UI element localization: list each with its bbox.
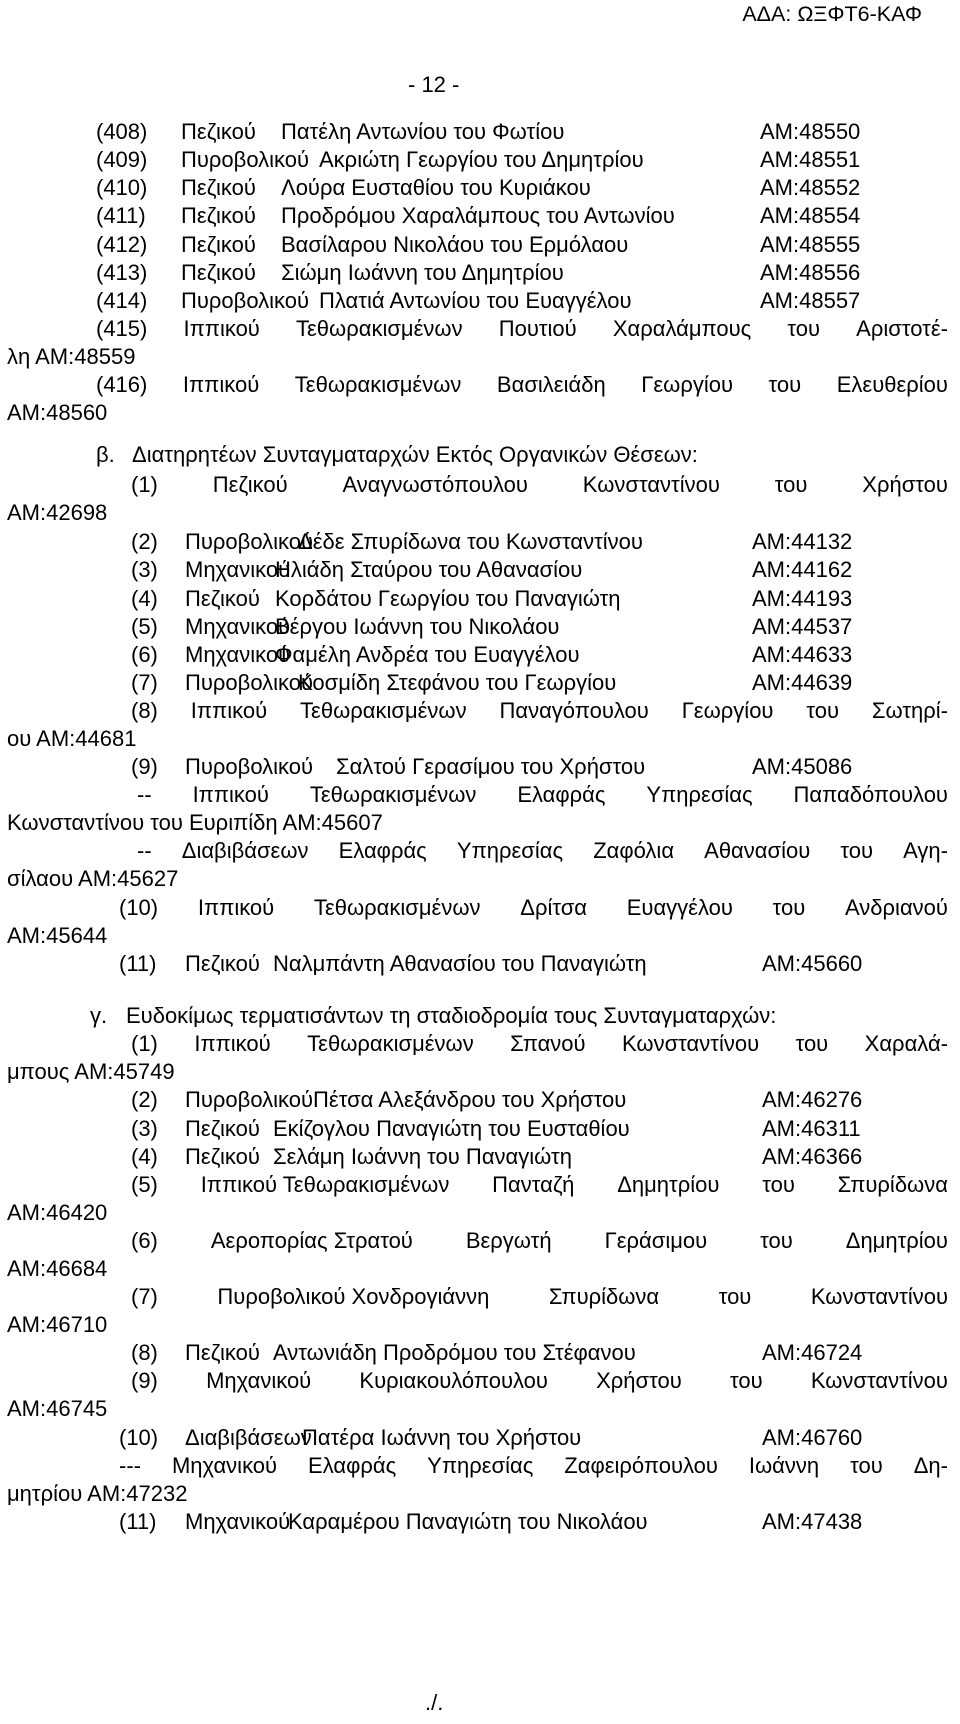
item-name: Καραμέρου Παναγιώτη του Νικολάου: [288, 1509, 648, 1534]
item-word: Μηχανικού: [171, 1453, 278, 1478]
item-word: Υπηρεσίας: [427, 1453, 534, 1478]
item-word: Αναγνωστόπουλου: [342, 472, 528, 497]
item-arm: Πυροβολικού: [185, 754, 314, 779]
item-name: Ναλμπάντη Αθανασίου του Παναγιώτη: [273, 951, 647, 976]
item-word: Ελευθερίου: [836, 372, 948, 397]
list-item: [0, 1114, 960, 1143]
item-am: ΑΜ:48556: [760, 260, 861, 285]
item-am: ΑΜ:44537: [752, 614, 853, 639]
list-item-wrapped: [137, 836, 948, 865]
item-word: Σπανού: [510, 1031, 586, 1056]
item-am: ΑΜ:48552: [760, 175, 861, 200]
item-word: Αγη-: [903, 838, 948, 863]
item-word: Τεθωρακισμένων: [300, 698, 467, 723]
item-name: Σελάμη Ιωάννη του Παναγιώτη: [273, 1144, 572, 1169]
item-am: ΑΜ:47438: [762, 1509, 863, 1534]
item-am: ΑΜ:46311: [762, 1116, 861, 1141]
item-arm: Πεζικού: [185, 1144, 260, 1169]
item-name: Πατέρα Ιωάννη του Χρήστου: [302, 1425, 582, 1450]
item-word: Ιππικού: [192, 782, 269, 807]
item-continuation: μπους ΑΜ:45749: [7, 1059, 175, 1084]
item-number: (9): [131, 754, 158, 779]
item-arm: Πυροβολικού: [181, 288, 310, 313]
item-word: Παναγόπουλου: [499, 698, 649, 723]
item-word: ---: [119, 1453, 141, 1478]
item-arm: Μηχανικού: [185, 642, 291, 667]
item-continuation: ΑΜ:46745: [7, 1396, 108, 1421]
item-word: Μηχανικού: [206, 1368, 312, 1393]
list-item: [0, 230, 960, 259]
section-title: Διατηρητέων Συνταγματαρχών Εκτός Οργανικών Θέσεων:: [132, 442, 698, 467]
list-item-wrapped: [137, 780, 948, 809]
item-name: Ακριώτη Γεωργίου του Δημητρίου: [319, 147, 644, 172]
item-word: του: [795, 1031, 829, 1056]
item-word: Πυροβολικού Χονδρογιάννη: [217, 1284, 490, 1309]
item-am: ΑΜ:44633: [752, 642, 853, 667]
item-number: (8): [131, 1340, 158, 1365]
list-item: [0, 1423, 960, 1452]
list-item: [0, 555, 960, 584]
list-item: [0, 949, 960, 978]
item-word: (416): [96, 372, 148, 397]
item-name: Φαμέλη Ανδρέα του Ευαγγέλου: [275, 642, 580, 667]
list-item: [0, 201, 960, 230]
item-word: Ελαφράς: [338, 838, 427, 863]
item-word: Πουτιού: [498, 316, 577, 341]
item-number: (3): [131, 1116, 158, 1141]
item-continuation: λη ΑΜ:48559: [7, 344, 136, 369]
item-arm: Πεζικού: [181, 260, 256, 285]
item-word: (9): [131, 1368, 158, 1393]
item-number: (4): [131, 586, 158, 611]
item-arm: Διαβιβάσεων: [185, 1425, 312, 1450]
item-word: --: [137, 838, 152, 863]
item-arm: Πεζικού: [185, 1340, 260, 1365]
item-word: Ιππικού Τεθωρακισμένων: [200, 1172, 450, 1197]
item-am: ΑΜ:45660: [762, 951, 863, 976]
item-am: ΑΜ:48554: [760, 203, 861, 228]
item-word: Κωνσταντίνου: [582, 472, 720, 497]
item-name: Εκίζογλου Παναγιώτη του Ευσταθίου: [273, 1116, 630, 1141]
item-number: (409): [96, 147, 148, 172]
item-arm: Μηχανικού: [185, 1509, 291, 1534]
item-arm: Πεζικού: [185, 951, 260, 976]
item-word: Χαραλά-: [864, 1031, 948, 1056]
item-word: Αεροπορίας Στρατού: [210, 1228, 413, 1253]
item-word: Υπηρεσίας: [646, 782, 753, 807]
item-number: (411): [96, 203, 146, 228]
item-name: Βασίλαρου Νικολάου του Ερμόλαου: [281, 232, 629, 257]
item-word: Ιππικού: [190, 698, 268, 723]
item-word: Κωνσταντίνου: [810, 1368, 948, 1393]
item-am: ΑΜ:48550: [760, 119, 861, 144]
item-word: (6): [131, 1228, 158, 1253]
item-name: Ηλιάδη Σταύρου του Αθανασίου: [275, 557, 583, 582]
item-arm: Πυροβολικού: [181, 147, 310, 172]
item-arm: Πεζικού: [181, 119, 256, 144]
item-arm: Πεζικού: [181, 175, 256, 200]
item-word: (8): [131, 698, 158, 723]
section-heading: [96, 440, 916, 469]
item-word: Δημητρίου: [845, 1228, 948, 1253]
continuation-mark: ./.: [425, 1690, 444, 1715]
item-word: Πανταζή: [492, 1172, 575, 1197]
item-word: Ιωάννη: [748, 1453, 820, 1478]
section-heading: [90, 1001, 916, 1030]
item-number: (5): [131, 614, 158, 639]
item-word: Τεθωρακισμένων: [307, 1031, 474, 1056]
item-word: Ιππικού: [197, 895, 275, 920]
list-item-wrapped: [131, 1366, 948, 1395]
item-arm: Πεζικού: [181, 232, 256, 257]
item-am: ΑΜ:45086: [752, 754, 853, 779]
list-item: [0, 584, 960, 613]
ada-code: ΑΔΑ: ΩΞΦΤ6-ΚΑΦ: [742, 2, 922, 26]
item-word: Τεθωρακισμένων: [313, 895, 481, 920]
item-arm: Μηχανικού: [185, 614, 291, 639]
item-word: Διαβιβάσεων: [181, 838, 309, 863]
item-name: Δέδε Σπυρίδωνα του Κωνσταντίνου: [298, 529, 643, 554]
item-number: (2): [131, 529, 158, 554]
item-am: ΑΜ:44132: [752, 529, 853, 554]
item-am: ΑΜ:48557: [760, 288, 861, 313]
item-word: Ευαγγέλου: [626, 895, 733, 920]
item-arm: Πεζικού: [185, 586, 260, 611]
list-item-wrapped: [131, 470, 948, 499]
item-word: (7): [131, 1284, 158, 1309]
item-name: Βέργου Ιωάννη του Νικολάου: [275, 614, 560, 639]
item-word: --: [137, 782, 152, 807]
item-word: του: [850, 1453, 883, 1478]
list-item-wrapped: [131, 1226, 948, 1255]
list-item: [0, 1142, 960, 1171]
item-word: του: [840, 838, 873, 863]
item-word: Ανδριανού: [845, 895, 948, 920]
item-word: του: [772, 895, 806, 920]
item-am: ΑΜ:44639: [752, 670, 853, 695]
item-number: (3): [131, 557, 158, 582]
list-item: [0, 640, 960, 669]
item-number: (4): [131, 1144, 158, 1169]
item-word: Ελαφράς: [308, 1453, 397, 1478]
item-word: Βεργωτή: [465, 1228, 552, 1253]
item-word: Ιππικού: [183, 316, 260, 341]
item-name: Αντωνιάδη Προδρόμου του Στέφανου: [273, 1340, 636, 1365]
item-word: Ιππικού: [182, 372, 260, 397]
section-title: Ευδοκίμως τερματισάντων τη σταδιοδρομία τους Συνταγματαρχών:: [126, 1003, 777, 1028]
item-continuation: σίλαου ΑΜ:45627: [7, 866, 179, 891]
item-continuation: ΑΜ:46684: [7, 1256, 108, 1281]
item-number: (2): [131, 1087, 158, 1112]
list-item-wrapped: [131, 1170, 948, 1199]
item-number: (11): [119, 1509, 157, 1534]
item-word: Ιππικού: [194, 1031, 271, 1056]
item-name: Πλατιά Αντωνίου του Ευαγγέλου: [319, 288, 632, 313]
item-arm: Πυροβολικού: [185, 529, 314, 554]
item-number: (410): [96, 175, 148, 200]
list-item: [0, 1507, 960, 1536]
item-am: ΑΜ:46760: [762, 1425, 863, 1450]
item-arm: Πεζικού: [181, 203, 256, 228]
list-item: [0, 117, 960, 146]
item-name: Προδρόμου Χαραλάμπους του Αντωνίου: [281, 203, 675, 228]
item-word: Σπυρίδωνα: [548, 1284, 660, 1309]
item-word: του: [774, 472, 808, 497]
item-am: ΑΜ:48551: [760, 147, 861, 172]
item-word: Αριστοτέ-: [856, 316, 948, 341]
item-number: (11): [119, 951, 157, 976]
item-word: Αθανασίου: [704, 838, 811, 863]
item-number: (7): [131, 670, 158, 695]
list-item-wrapped: [119, 893, 948, 922]
item-word: Σωτηρί-: [871, 698, 948, 723]
item-word: (1): [131, 472, 158, 497]
item-word: (415): [96, 316, 148, 341]
item-word: Γεράσιμου: [604, 1228, 708, 1253]
item-am: ΑΜ:44193: [752, 586, 853, 611]
item-am: ΑΜ:44162: [752, 557, 853, 582]
item-arm: Πεζικού: [185, 1116, 260, 1141]
item-word: (1): [131, 1031, 158, 1056]
item-continuation: Κωνσταντίνου του Ευριπίδη ΑΜ:45607: [7, 810, 383, 835]
item-word: Χαραλάμπους: [612, 316, 752, 341]
item-word: του: [760, 1228, 793, 1253]
item-word: Τεθωρακισμένων: [295, 316, 463, 341]
item-number: (408): [96, 119, 148, 144]
item-word: του: [762, 1172, 795, 1197]
item-name: Σαλτού Γερασίμου του Χρήστου: [336, 754, 646, 779]
item-word: Τεθωρακισμένων: [309, 782, 477, 807]
item-word: Δρίτσα: [520, 895, 588, 920]
item-name: Κοσμίδη Στεφάνου του Γεωργίου: [298, 670, 617, 695]
item-continuation: ου ΑΜ:44681: [7, 726, 137, 751]
item-name: Πέτσα Αλεξάνδρου του Χρήστου: [313, 1087, 627, 1112]
item-word: του: [768, 372, 802, 397]
item-name: Πατέλη Αντωνίου του Φωτίου: [281, 119, 565, 144]
list-item: [0, 1085, 960, 1114]
item-number: (10): [119, 1425, 159, 1450]
item-word: Χρήστου: [596, 1368, 682, 1393]
list-item-wrapped: [96, 370, 948, 399]
item-word: Δημητρίου: [617, 1172, 720, 1197]
item-word: Σπυρίδωνα: [837, 1172, 948, 1197]
item-name: Σιώμη Ιωάννη του Δημητρίου: [281, 260, 564, 285]
list-item-wrapped: [131, 696, 948, 725]
item-word: του: [787, 316, 821, 341]
item-word: Κωνσταντίνου: [622, 1031, 760, 1056]
item-continuation: ΑΜ:48560: [7, 400, 108, 425]
item-word: Ζαφόλια: [593, 838, 675, 863]
item-word: Τεθωρακισμένων: [294, 372, 462, 397]
item-continuation: ΑΜ:46710: [7, 1312, 108, 1337]
list-item-wrapped: [131, 1029, 948, 1058]
item-word: Δη-: [913, 1453, 948, 1478]
item-continuation: ΑΜ:45644: [7, 923, 108, 948]
section-letter: β.: [96, 442, 115, 467]
item-continuation: ΑΜ:42698: [7, 500, 108, 525]
item-word: (10): [119, 895, 159, 920]
list-item: [0, 258, 960, 287]
item-continuation: μητρίου ΑΜ:47232: [7, 1481, 188, 1506]
item-word: Πεζικού: [212, 472, 288, 497]
item-word: Χρήστου: [862, 472, 948, 497]
item-am: ΑΜ:46276: [762, 1087, 863, 1112]
item-word: Κυριακουλόπουλου: [359, 1368, 548, 1393]
item-word: Γεωργίου: [641, 372, 733, 397]
item-number: (412): [96, 232, 148, 257]
item-number: (414): [96, 288, 148, 313]
item-number: (413): [96, 260, 148, 285]
item-am: ΑΜ:48555: [760, 232, 861, 257]
item-word: Γεωργίου: [681, 698, 774, 723]
item-am: ΑΜ:46724: [762, 1340, 863, 1365]
item-continuation: ΑΜ:46420: [7, 1200, 108, 1225]
list-item: [0, 527, 960, 556]
item-name: Λούρα Ευσταθίου του Κυριάκου: [281, 175, 591, 200]
list-item: [0, 752, 960, 781]
list-item: [0, 145, 960, 174]
list-item-wrapped: [96, 314, 948, 343]
page-number: - 12 -: [408, 72, 460, 97]
item-word: Βασιλειάδη: [496, 372, 606, 397]
item-word: του: [718, 1284, 752, 1309]
list-item-wrapped: [131, 1282, 948, 1311]
item-arm: Πυροβολικού: [185, 670, 314, 695]
item-word: Ελαφράς: [517, 782, 606, 807]
item-word: Κωνσταντίνου: [810, 1284, 948, 1309]
list-item: [0, 173, 960, 202]
item-word: του: [729, 1368, 763, 1393]
list-item: [0, 612, 960, 641]
list-item: [0, 286, 960, 315]
item-word: Υπηρεσίας: [456, 838, 564, 863]
item-arm: Μηχανικού: [185, 557, 291, 582]
item-word: Παπαδόπουλου: [793, 782, 948, 807]
item-word: του: [806, 698, 839, 723]
item-name: Κορδάτου Γεωργίου του Παναγιώτη: [275, 586, 621, 611]
item-word: (5): [131, 1172, 158, 1197]
item-number: (6): [131, 642, 158, 667]
item-arm: Πυροβολικού: [185, 1087, 314, 1112]
item-word: Ζαφειρόπουλου: [564, 1453, 718, 1478]
list-item: [0, 668, 960, 697]
section-letter: γ.: [90, 1003, 108, 1028]
item-am: ΑΜ:46366: [762, 1144, 863, 1169]
list-item-wrapped: [119, 1451, 948, 1480]
list-item: [0, 1338, 960, 1367]
